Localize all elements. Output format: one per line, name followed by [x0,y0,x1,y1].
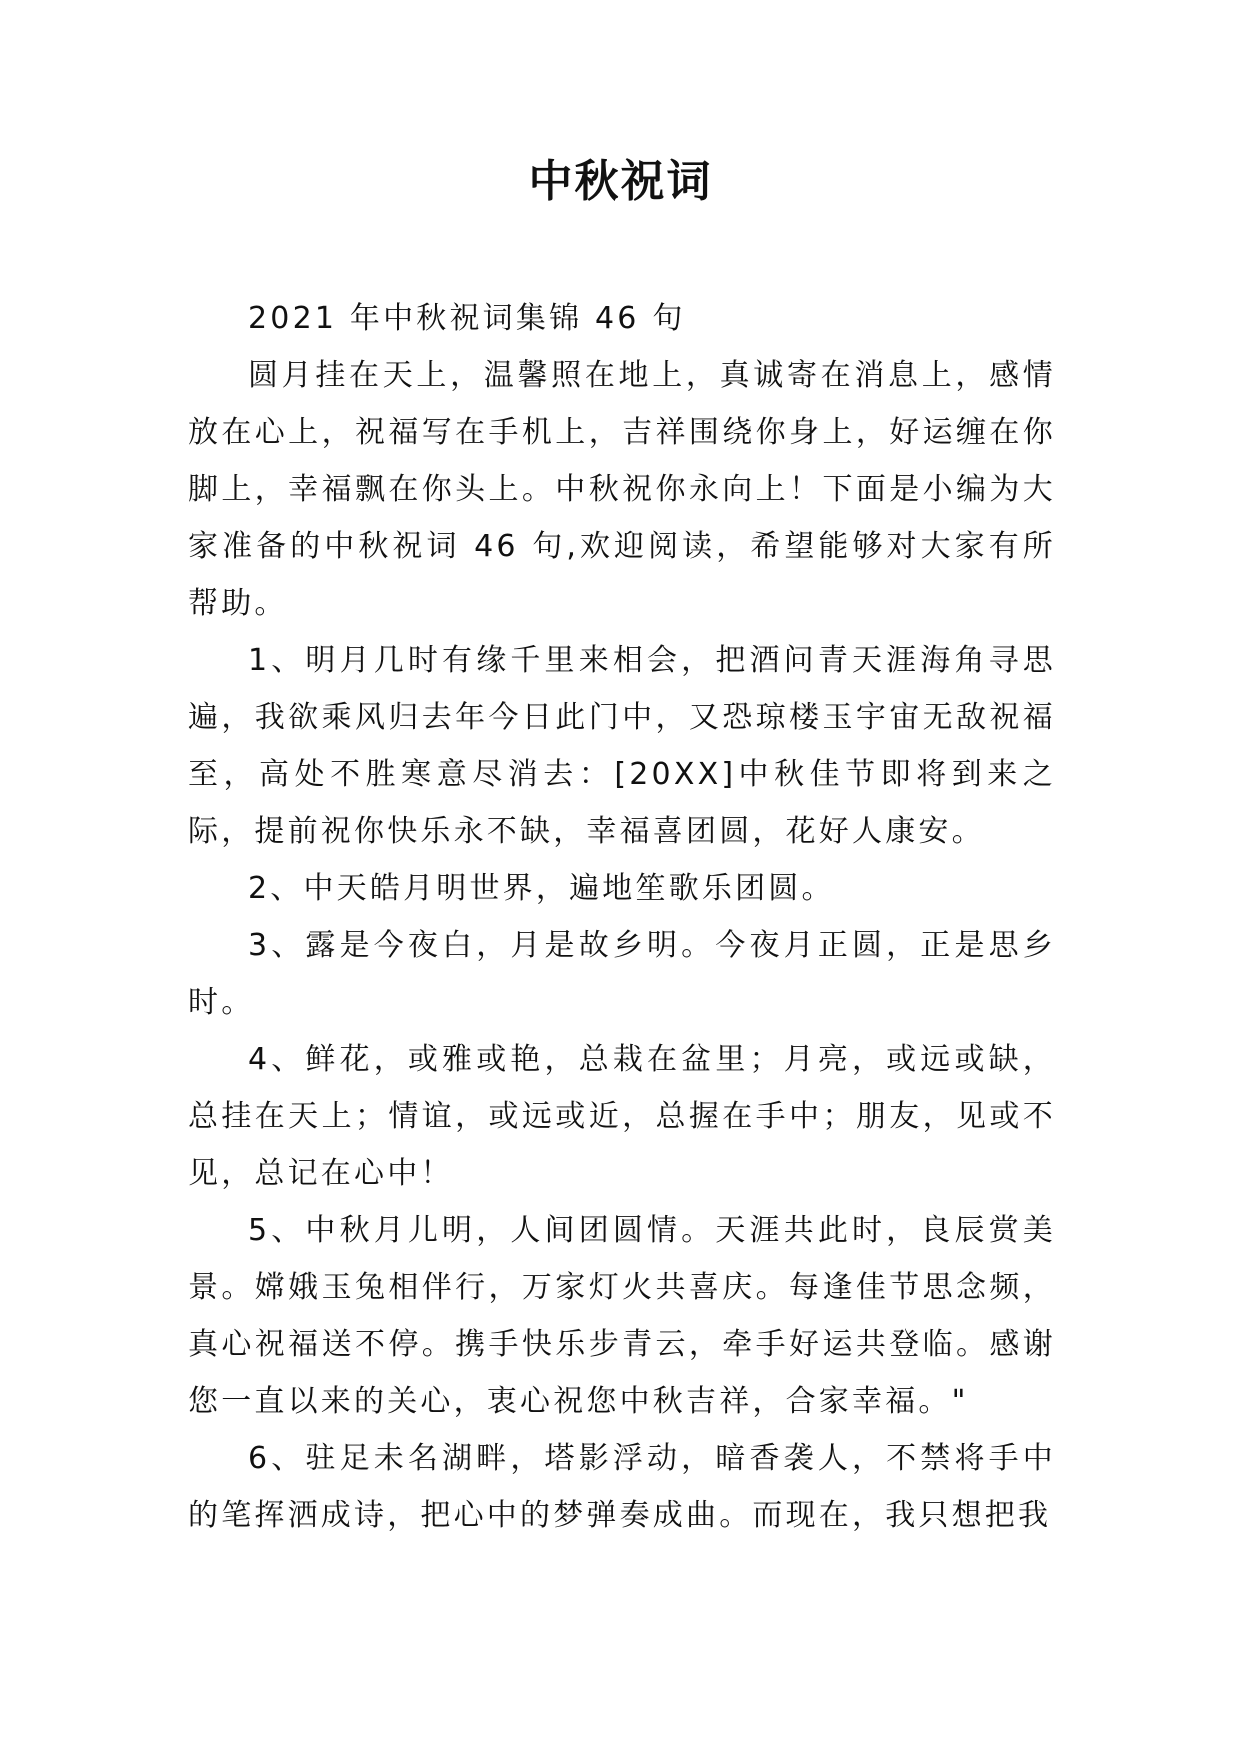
paragraph-heading: 2021 年中秋祝词集锦 46 句 [248,301,686,336]
paragraph-item-3: 3、露是今夜白，月是故乡明。今夜月正圆，正是思乡时。 [188,928,1056,1020]
document-title: 中秋祝词 [528,156,713,207]
document-body [188,290,1056,1544]
paragraph-item-6: 6、驻足未名湖畔，塔影浮动，暗香袭人，不禁将手中的笔挥洒成诗，把心中的梦弹奏成曲。而现在，我只想把我 [188,1441,1056,1533]
paragraph-item-4: 4、鲜花，或雅或艳，总栽在盆里；月亮，或远或缺，总挂在天上；情谊，或远或近，总握在手中；朋友，见或不见，总记在心中！ [188,1042,1056,1191]
paragraph-item-5: 5、中秋月儿明，人间团圆情。天涯共此时，良辰赏美景。嫦娥玉兔相伴行，万家灯火共喜庆。每逢佳节思念频，真心祝福送不停。携手快乐步青云，牵手好运共登临。感谢您一直以来的关心，衷心祝您中秋吉祥，合家幸福。" [188,1213,1056,1419]
paragraph-intro: 圆月挂在天上，温馨照在地上，真诚寄在消息上，感情放在心上，祝福写在手机上，吉祥围绕你身上，好运缠在你脚上，幸福飘在你头上。中秋祝你永向上！下面是小编为大家准备的中秋祝词 46 句,欢迎阅读，希望能够对大家有所帮助。 [188,358,1056,621]
paragraph-item-2: 2、中天皓月明世界，遍地笙歌乐团圆。 [248,871,835,906]
paragraph-item-1: 1、明月几时有缘千里来相会，把酒问青天涯海角寻思遍，我欲乘风归去年今日此门中，又恐琼楼玉宇宙无敌祝福至，高处不胜寒意尽消去：[20XX]中秋佳节即将到来之际，提前祝你快乐永不缺，幸福喜团圆，花好人康安。 [188,643,1056,849]
